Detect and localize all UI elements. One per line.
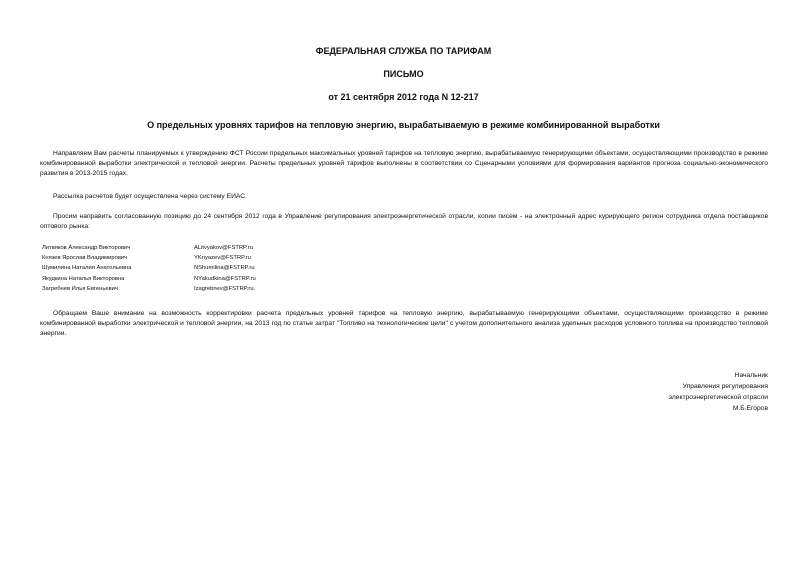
contact-email: YKnyazev@FSTRP.ru [194,255,252,262]
contact-row [42,284,314,294]
contact-row [42,274,314,284]
body-paragraph-3: Просим направить согласованную позицию до 24 сентября 2012 года в Управление регулирования электроэнергетической отрасли, копии писем - на электронный адрес курирующего регион сотрудника отдела поставщиков оптового рынка: [40,213,768,230]
document-subject: О предельных уровнях тарифов на тепловую энергию, вырабатываемую в режиме комбинированной выработки [147,120,660,130]
signature-block [669,370,768,414]
contact-name: Якудкина Наталья Викторовна [42,275,125,282]
contact-row [42,243,314,253]
signature-department-branch: электроэнергетической отрасли [668,394,768,401]
contact-row [42,263,314,273]
document-type: ПИСЬМО [383,69,424,79]
signature-name: М.Б.Егоров [732,405,768,412]
agency-title: ФЕДЕРАЛЬНАЯ СЛУЖБА ПО ТАРИФАМ [315,46,492,56]
contact-email: NShumilina@FSTRP.ru [194,265,255,272]
document-date-number: от 21 сентября 2012 года N 12-217 [328,92,479,102]
signature-position: Начальник [734,372,768,379]
body-paragraph-4: Обращаем Ваше внимание на возможность корректировки расчета предельных уровней тарифов на тепловую энергию, вырабатываемую генерирующими объектами, осуществляющими производство в режиме комбинированной выработки электрической и тепловой энергии, на 2013 год по статье затрат "Топливо на технологические цели" с учетом дополнительного анализа удельных расходов условного топлива на производство тепловой энергии. [40,310,768,337]
contact-email: NYakudkina@FSTRP.ru [194,275,256,282]
contact-name: Загребнев Илья Евгеньевич [42,285,118,292]
signature-department: Управления регулирования [682,383,768,390]
contact-row [42,253,314,263]
contact-email: Izagrebnev@FSTRP.ru. [194,285,256,292]
body-paragraph-1: Направляем Вам расчеты планируемых к утверждению ФСТ России предельных максимальных уровней тарифов на тепловую энергию, вырабатываемую генерирующими объектами, осуществляющими производство в режиме комбинированной выработки электрической и тепловой энергии. Расчеты предельных уровней тарифов выполнены в соответствии со Сценарными условиями для формирования вариантов прогноза социально-экономического развития в 2013-2015 годах. [40,150,768,177]
contact-list [42,243,314,294]
contact-name: Шумилина Наталия Анатольевна [42,265,132,272]
body-paragraph-2: Рассылка расчетов будет осуществлена через систему ЕИАС. [53,193,247,200]
contact-email: ALitvyakov@FSTRP.ru [194,245,253,251]
contact-name: Литвяков Александр Викторович [42,245,131,251]
contact-name: Князев Ярослав Владимирович [42,255,128,262]
